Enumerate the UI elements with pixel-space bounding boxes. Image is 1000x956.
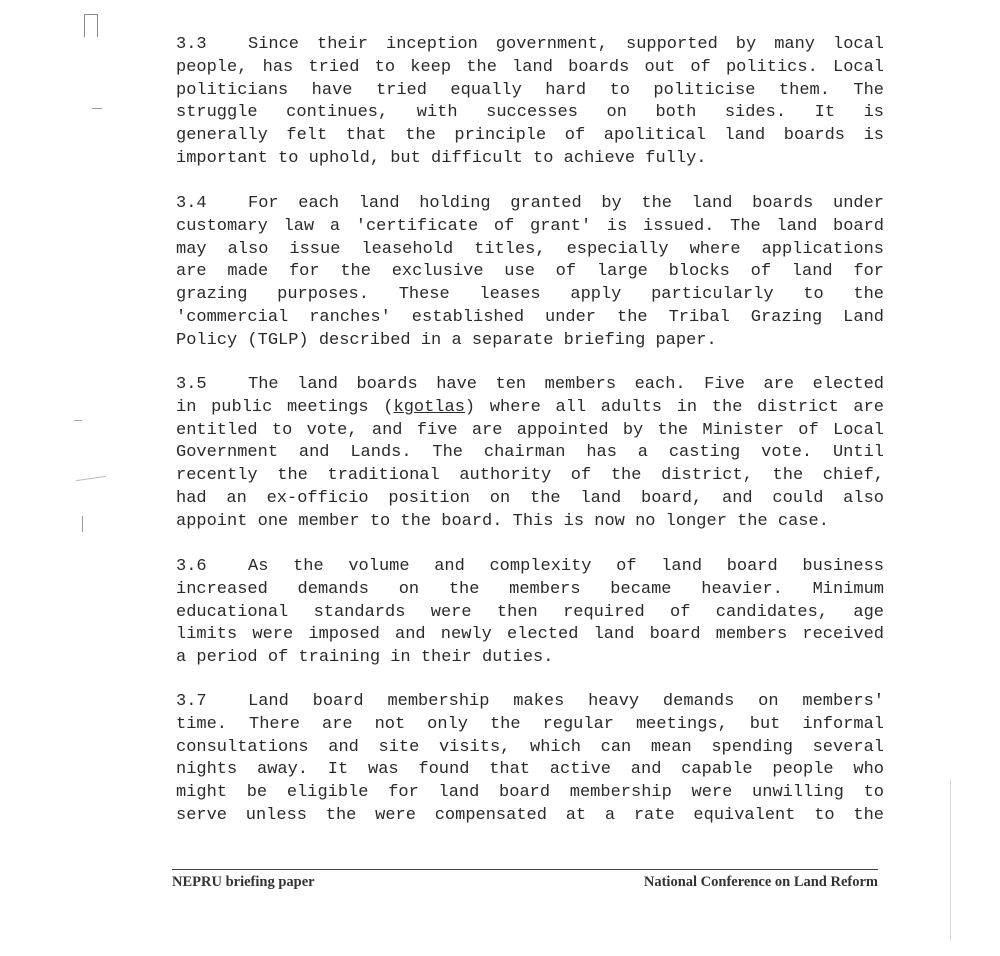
paragraph-line: For each land holding granted by the land boards under bbox=[248, 194, 884, 213]
paragraph-line: Government and Lands. The chairman has a casting vote. Until bbox=[176, 443, 884, 463]
paragraph-line: 'commercial ranches' established under the Tribal Grazing Land bbox=[176, 307, 884, 327]
paragraph-number: 3.5 bbox=[176, 375, 207, 394]
margin-dash-mark bbox=[92, 108, 102, 109]
underlined-term: kgotlas bbox=[393, 397, 465, 417]
paragraph-line: customary law a 'certificate of grant' is issued. The land board bbox=[176, 216, 884, 236]
footer-rule bbox=[172, 869, 878, 870]
paragraph-3-5 bbox=[176, 374, 884, 534]
paragraph-3-7 bbox=[176, 691, 884, 828]
paragraph-line: Land board membership makes heavy demands on members' bbox=[248, 692, 884, 711]
paragraph-number: 3.6 bbox=[176, 557, 207, 576]
paragraph-line: Since their inception government, supported by many local bbox=[248, 35, 884, 54]
paragraph-line: limits were imposed and newly elected land board members received bbox=[176, 625, 884, 645]
paragraph-line: might be eligible for land board membership were unwilling to bbox=[176, 783, 884, 803]
paragraph-line: increased demands on the members became heavier. Minimum bbox=[176, 579, 884, 599]
paragraph-line: generally felt that the principle of apolitical land boards is bbox=[176, 126, 884, 146]
paragraph-line: had an ex-officio position on the land board, and could also bbox=[176, 488, 884, 508]
paragraph-line: people, has tried to keep the land boards out of politics. Local bbox=[176, 57, 884, 77]
paragraph-3-4 bbox=[176, 193, 884, 353]
paragraph-line: entitled to vote, and five are appointed by the Minister of Local bbox=[176, 420, 884, 440]
paragraph-line: may also issue leasehold titles, especially where applications bbox=[176, 239, 884, 259]
paragraph-line: struggle continues, with successes on both sides. It is bbox=[176, 103, 884, 123]
paragraph-line: consultations and site visits, which can mean spending several bbox=[176, 737, 884, 757]
paragraph-line-start: in public meetings ( bbox=[176, 397, 394, 417]
margin-tick-mark bbox=[74, 420, 82, 421]
paragraph-number: 3.3 bbox=[176, 35, 207, 54]
paragraph-number: 3.7 bbox=[176, 692, 207, 711]
margin-scribble-mark bbox=[76, 476, 106, 481]
paragraph-line: important to uphold, but difficult to achieve fully. bbox=[176, 148, 707, 168]
paragraph-line: grazing purposes. These leases apply particularly to the bbox=[176, 285, 884, 305]
paragraph-line: As the volume and complexity of land board business bbox=[248, 557, 884, 576]
paragraph-line: are made for the exclusive use of large blocks of land for bbox=[176, 262, 884, 282]
paragraph-line: serve unless the were compensated at a rate equivalent to the bbox=[176, 805, 884, 825]
paragraph-3-3 bbox=[176, 34, 884, 171]
paragraph-line: educational standards were then required of candidates, age bbox=[176, 602, 884, 622]
paragraph-line: appoint one member to the board. This is now no longer the case. bbox=[176, 511, 829, 531]
paragraph-line: politicians have tried equally hard to politicise them. The bbox=[176, 80, 884, 100]
paragraph-3-6 bbox=[176, 556, 884, 670]
footer-left-text: NEPRU briefing paper bbox=[172, 874, 315, 890]
paragraph-line: recently the traditional authority of the district, the chief, bbox=[176, 466, 884, 486]
footer-right-text: National Conference on Land Reform bbox=[643, 874, 878, 890]
margin-bracket-mark bbox=[84, 14, 98, 37]
paragraph-number: 3.4 bbox=[176, 194, 207, 213]
paragraph-line: time. There are not only the regular meetings, but informal bbox=[176, 714, 884, 734]
margin-bracket-mark-2 bbox=[76, 516, 83, 532]
paragraph-line: a period of training in their duties. bbox=[176, 648, 554, 668]
paragraph-line: The land boards have ten members each. Five are elected bbox=[248, 375, 884, 394]
paragraph-line-end: ) where all adults in the district are bbox=[464, 397, 884, 417]
paragraph-line: Policy (TGLP) described in a separate briefing paper. bbox=[176, 330, 717, 350]
scan-edge-line bbox=[950, 780, 951, 940]
paragraph-line: nights away. It was found that active and capable people who bbox=[176, 760, 884, 780]
